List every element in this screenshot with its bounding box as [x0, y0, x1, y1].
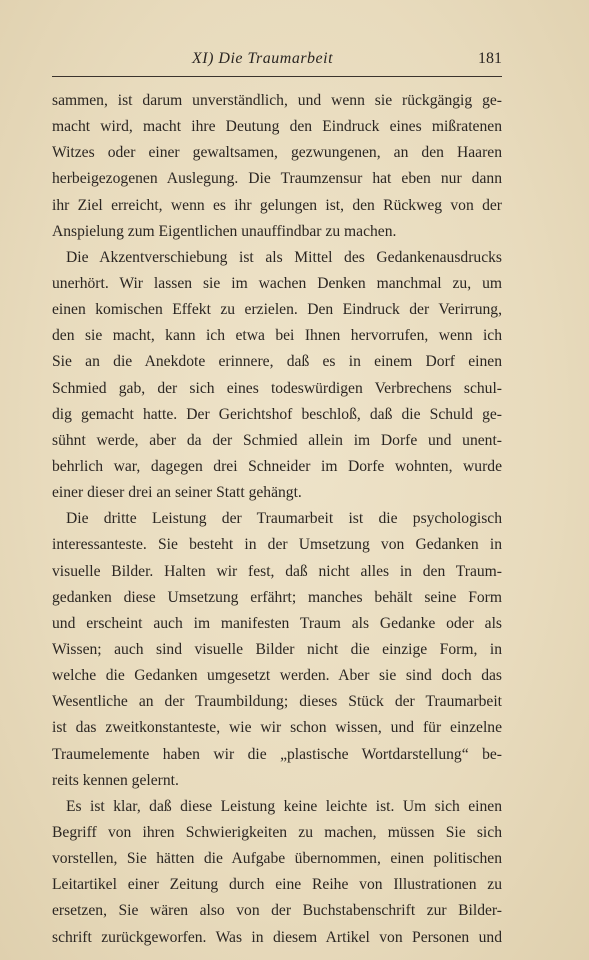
text-line: visuelle Bilder. Halten wir fest, daß nicht alles in den Traum-: [52, 562, 502, 580]
text-line: reits kennen gelernt.: [52, 771, 179, 789]
text-line: Traumelemente haben wir die „plastische Wortdarstellung“ be-: [52, 745, 502, 763]
text-line: ersetzen, Sie wären also von der Buchstabenschrift zur Bilder-: [52, 902, 502, 920]
text-line: Schmied gab, der sich eines todeswürdigen Verbrechens schul-: [52, 379, 502, 397]
text-line: Begriff von ihren Schwierigkeiten zu machen, müssen Sie sich: [52, 823, 502, 841]
text-line: gedanken diese Umsetzung erfährt; manches behält seine Form: [52, 588, 502, 606]
text-line: Anspielung zum Eigentlichen unauffindbar zu machen.: [52, 222, 397, 240]
running-title: XI) Die Traumarbeit: [192, 50, 334, 67]
text-line: vorstellen, Sie hätten die Aufgabe übernommen, einen politischen: [52, 850, 502, 868]
text-line: Die dritte Leistung der Traumarbeit ist die psychologisch: [66, 510, 502, 528]
text-line: einer dieser drei an seiner Statt gehängt.: [52, 484, 302, 502]
text-line: interessanteste. Sie besteht in der Umsetzung von Gedanken in: [52, 536, 502, 554]
text-line: den sie macht, kann ich etwa bei Ihnen hervorrufen, wenn ich: [52, 327, 502, 345]
text-line: welche die Gedanken umgesetzt werden. Aber sie sind doch das: [52, 667, 502, 685]
text-line: schrift zurückgeworfen. Was in diesem Artikel von Personen und: [52, 928, 502, 946]
page-header: [52, 50, 502, 74]
text-line: und erscheint auch im manifesten Traum als Gedanke oder als: [52, 614, 502, 632]
text-line: Witzes oder einer gewaltsamen, gezwungenen, an den Haaren: [52, 144, 502, 162]
page-number: 181: [478, 50, 502, 67]
body-text: [52, 88, 502, 951]
text-line: sammen, ist darum unverständlich, und wenn sie rückgängig ge-: [52, 92, 502, 109]
text-line: macht wird, macht ihre Deutung den Eindruck eines mißratenen: [52, 118, 502, 136]
text-line: behrlich war, dagegen drei Schneider im Dorfe wohnten, wurde: [52, 457, 502, 475]
text-line: dig gemacht hatte. Der Gerichtshof beschloß, daß die Schuld ge-: [52, 405, 502, 423]
text-line: sühnt werde, aber da der Schmied allein im Dorfe und unent-: [52, 431, 502, 449]
text-line: unerhört. Wir lassen sie im wachen Denken manchmal zu, um: [52, 274, 502, 292]
text-line: ihr Ziel erreicht, wenn es ihr gelungen ist, den Rückweg von der: [52, 196, 502, 214]
header-rule: [52, 76, 502, 77]
text-line: Leitartikel einer Zeitung durch eine Reihe von Illustrationen zu: [52, 876, 502, 894]
text-line: Die Akzentverschiebung ist als Mittel des Gedankenausdrucks: [66, 248, 502, 266]
text-line: Wesentliche an der Traumbildung; dieses Stück der Traumarbeit: [52, 693, 502, 711]
text-line: Sie an die Anekdote erinnere, daß es in einem Dorf einen: [52, 353, 502, 371]
text-line: Es ist klar, daß diese Leistung keine leichte ist. Um sich einen: [66, 797, 502, 815]
text-line: herbeigezogenen Auslegung. Die Traumzensur hat eben nur dann: [52, 170, 502, 188]
text-line: ist das zweitkonstanteste, wie wir schon wissen, und für einzelne: [52, 719, 502, 737]
text-line: einen komischen Effekt zu erzielen. Den Eindruck der Verirrung,: [52, 301, 502, 319]
text-line: Wissen; auch sind visuelle Bilder nicht die einzige Form, in: [52, 640, 502, 658]
